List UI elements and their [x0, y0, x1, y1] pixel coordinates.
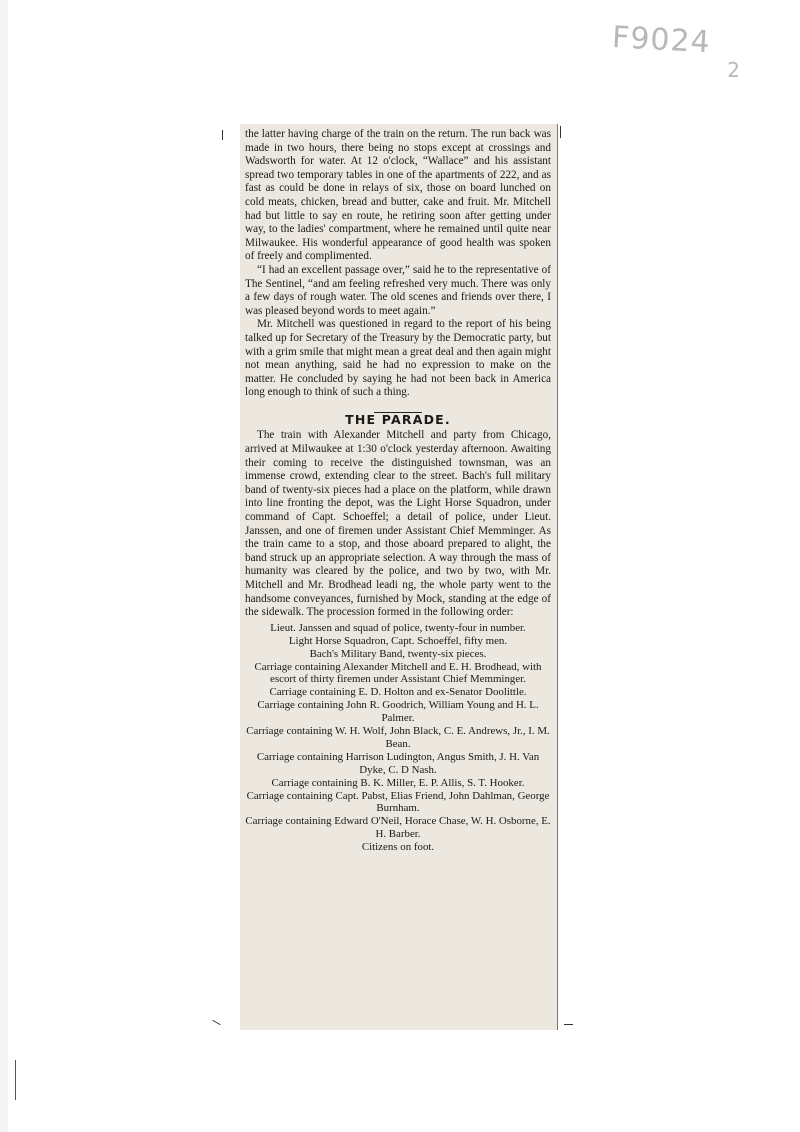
- archive-code: F9024: [611, 20, 712, 61]
- procession-entry: Citizens on foot.: [361, 841, 435, 854]
- crop-mark: [212, 1020, 220, 1025]
- crop-mark: [560, 126, 561, 138]
- procession-entry: Light Horse Squadron, Capt. Schoeffel, fifty men.: [288, 634, 508, 647]
- handwritten-annotation: [611, 20, 762, 84]
- scan-edge: [0, 0, 8, 1132]
- procession-entry: Carriage containing Capt. Pabst, Elias Friend, John Dahlman, George Burnham.: [246, 789, 550, 815]
- procession-entry: Carriage containing Harrison Ludington, Angus Smith, J. H. Van Dyke, C. D Nash.: [256, 750, 540, 776]
- scan-mark: [15, 1060, 16, 1100]
- article-paragraph: “I had an excellent passage over,” said he to the representative of The Sentinel, “and am feeling refreshed very much. There was only a few days of rough water. The old scenes and friends over there, I was pleased beyond words to meet again.”: [245, 263, 551, 317]
- section-heading: [245, 412, 551, 427]
- crop-mark: [564, 1024, 573, 1025]
- procession-entry: Lieut. Janssen and squad of police, twenty-four in number.: [270, 621, 526, 634]
- section-heading-text: THE PARADE.: [345, 411, 451, 427]
- procession-entry: Carriage containing Edward O'Neil, Horace Chase, W. H. Osborne, E. H. Barber.: [245, 815, 551, 841]
- article-paragraph: Mr. Mitchell was questioned in regard to the report of his being talked up for Secretary of the Treasury by the Democratic party, but with a grim smile that might mean a great deal and then again might not mean anything, said he had no expression to make on the matter. He concluded by saying he had not been back in America long enough to think of such a thing.: [245, 318, 551, 399]
- procession-entry: Carriage containing E. D. Holton and ex-Senator Doolittle.: [269, 686, 527, 699]
- article-paragraph: The train with Alexander Mitchell and party from Chicago, arrived at Milwaukee at 1:30 o'clock yesterday afternoon. Awaiting their coming to receive the distinguished townsman, was an immense crowd, extending clear to the street. Bach's full military band of twenty-six pieces had a place on the platform, while drawn into line fronting the depot, was the Light Horse Squadron, under command of Capt. Schoeffel; a detail of police, under Lieut. Janssen, and one of firemen under Assistant Chief Memminger. As the train came to a stop, and those aboard prepared to alight, the band struck up an appropriate selection. A way through the mass of humanity was cleared by the police, and two by two, with Mr. Mitchell and Mr. Brodhead leadi ng, the whole party went to the handsome conveyances, furnished by Mock, standing at the edge of the sidewalk. The procession formed in the following order:: [245, 429, 551, 619]
- procession-entry: Carriage containing John R. Goodrich, William Young and H. L. Palmer.: [257, 699, 539, 725]
- crop-mark: [222, 130, 223, 140]
- newspaper-clipping: [240, 124, 558, 1030]
- article-paragraph: the latter having charge of the train on the return. The run back was made in two hours, there being no stops except at crossings and Wadsworth for water. At 12 o'clock, “Wallace” and his assistant spread two temporary tables in one of the apartments of 222, and as fast as could be done in relays of six, those on board lunched on cold meats, chicken, bread and butter, cake and fruit. Mr. Mitchell had but little to say en route, he retiring soon after getting under way, to the ladies' compartment, where he remained until quite near Milwaukee. His wonderful appearance of good health was spoken of freely and complimented.: [245, 128, 551, 263]
- procession-entry: Carriage containing B. K. Miller, E. P. Allis, S. T. Hooker.: [271, 776, 525, 789]
- procession-entry: Carriage containing Alexander Mitchell and E. H. Brodhead, with escort of thirty firemen under Assistant Chief Memminger.: [254, 660, 542, 686]
- procession-list: [245, 622, 551, 854]
- procession-entry: Carriage containing W. H. Wolf, John Black, C. E. Andrews, Jr., I. M. Bean.: [246, 725, 550, 750]
- procession-entry: Bach's Military Band, twenty-six pieces.: [309, 647, 487, 660]
- archive-number: 2: [727, 58, 740, 82]
